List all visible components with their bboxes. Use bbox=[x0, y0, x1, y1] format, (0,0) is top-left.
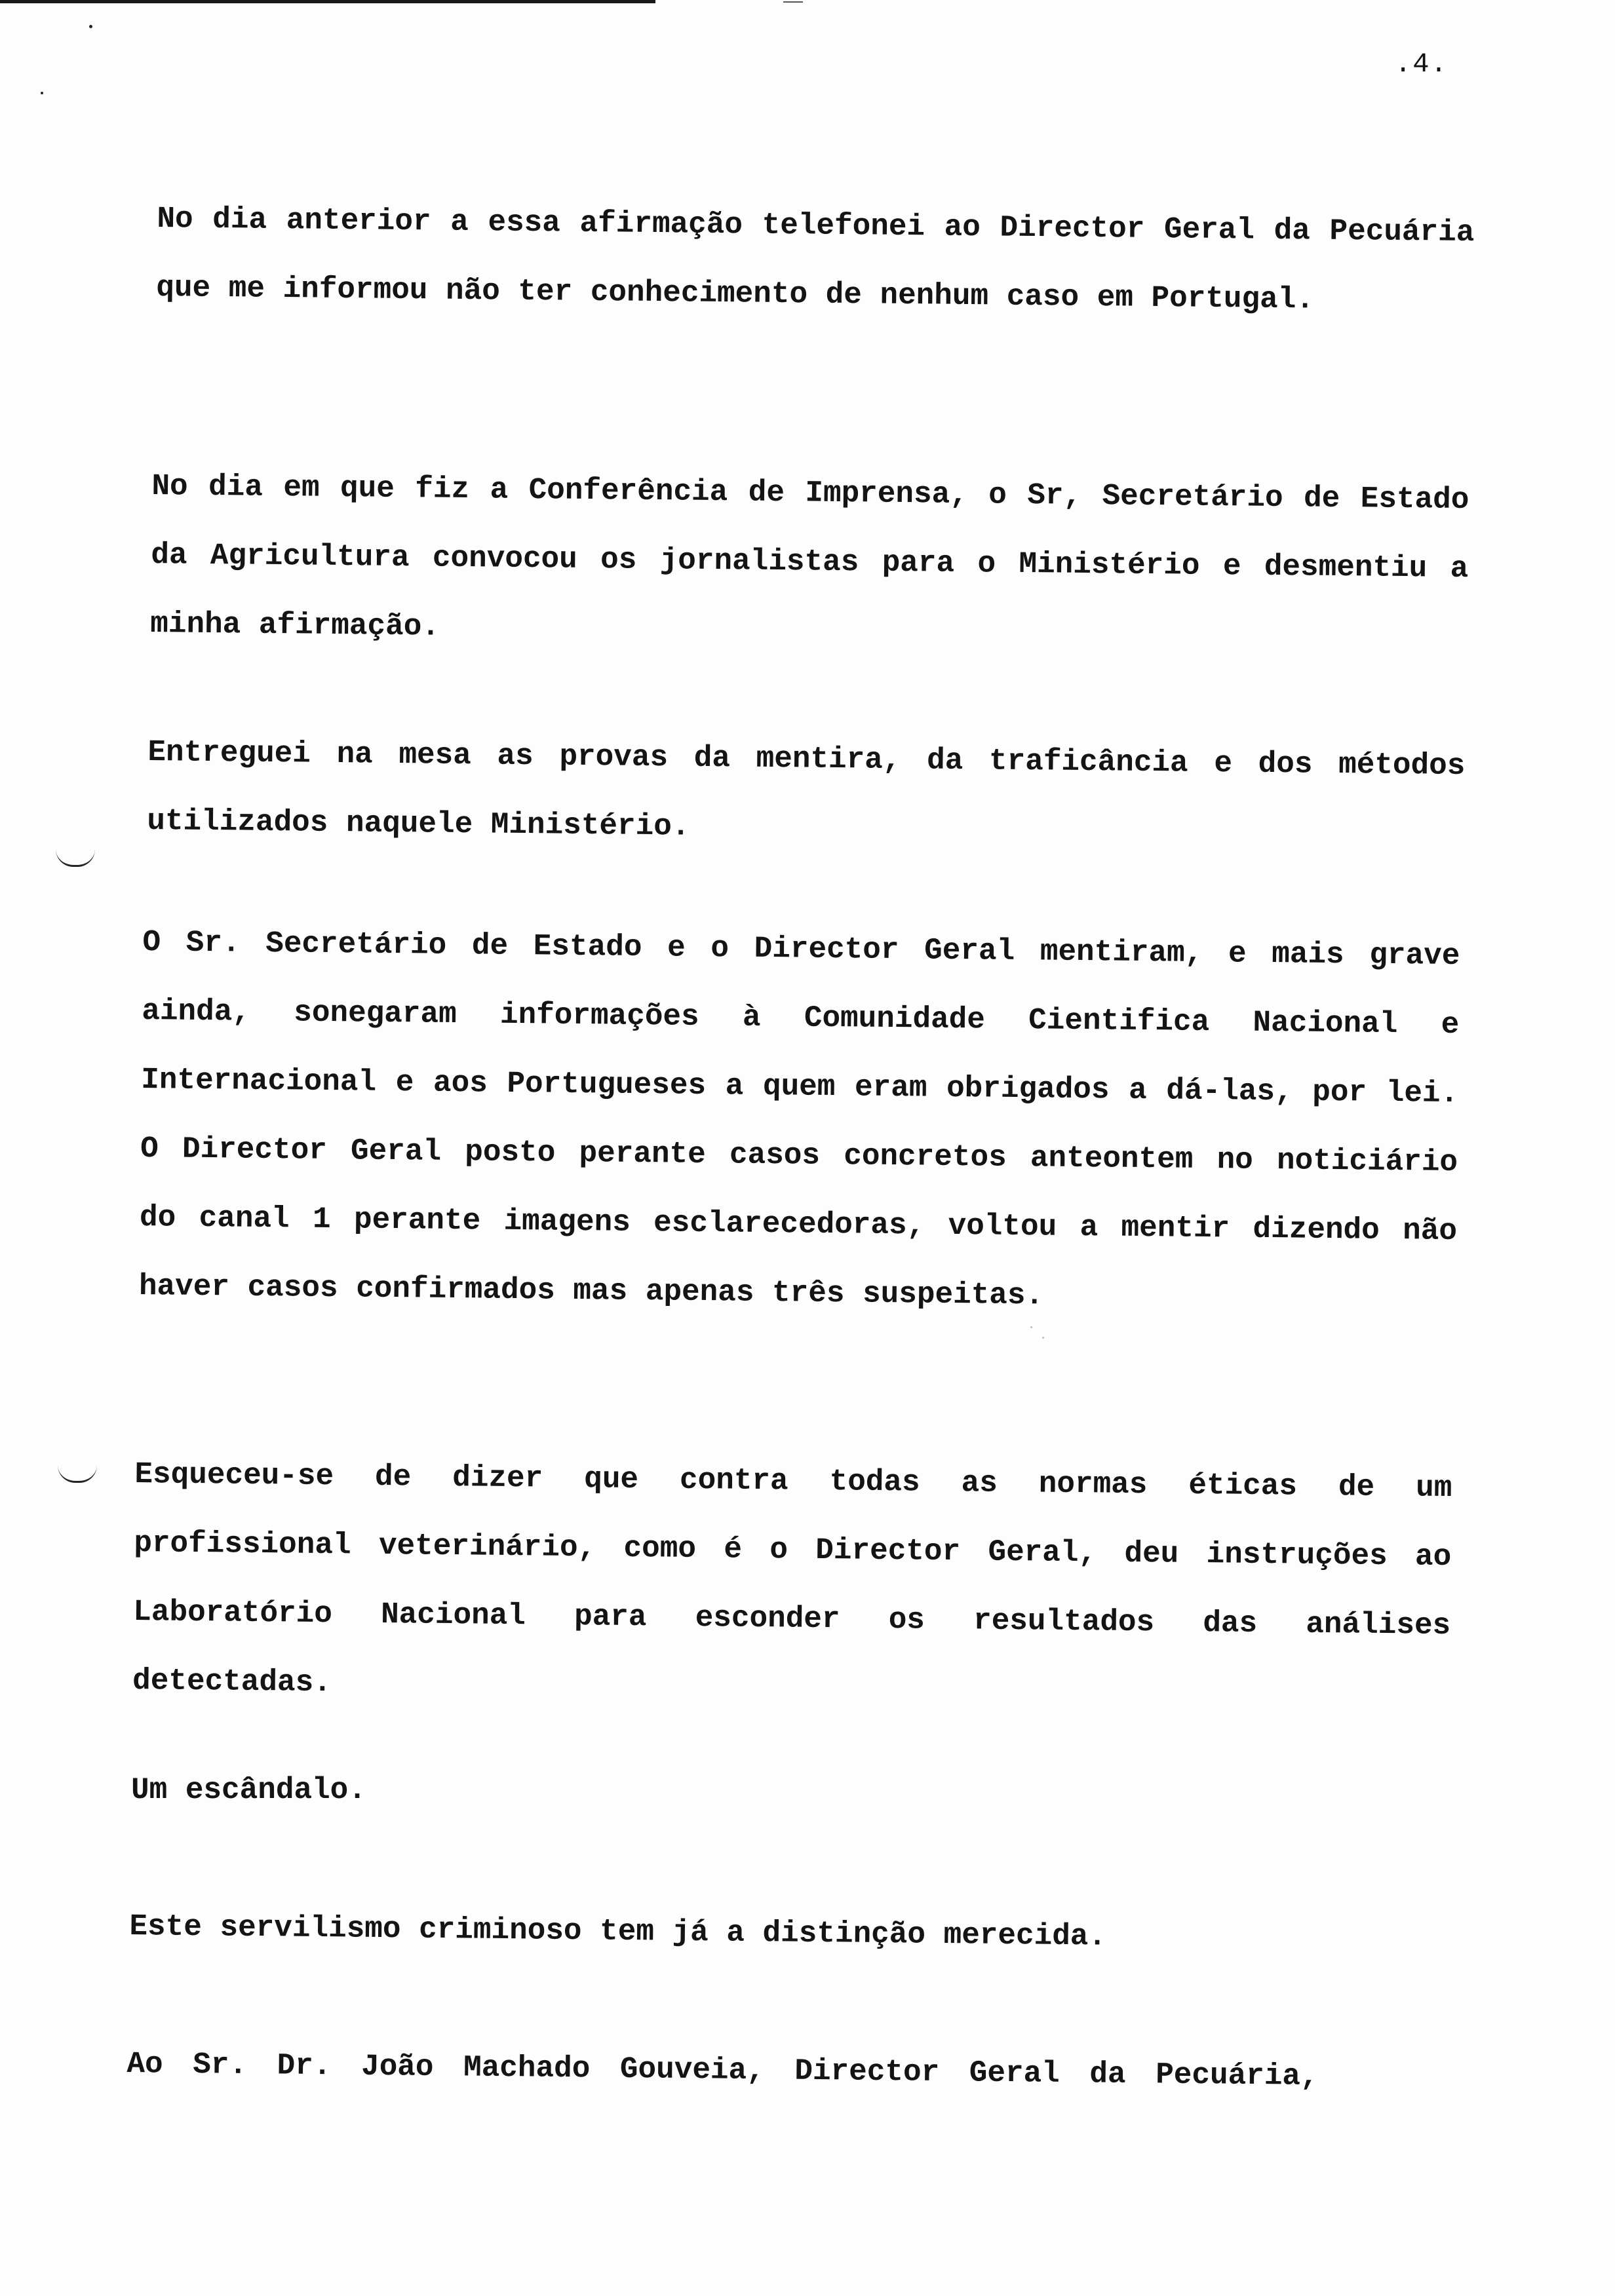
scan-speck bbox=[1030, 1326, 1032, 1328]
scan-speck bbox=[1042, 1337, 1044, 1339]
paragraph-8: Ao Sr. Dr. João Machado Gouveia, Director Geral da Pecuária, bbox=[126, 2046, 1319, 2094]
page-number: .4. bbox=[1395, 48, 1449, 80]
margin-check-mark bbox=[58, 1465, 97, 1483]
scan-dot bbox=[41, 92, 43, 94]
paragraph-2: No dia em que fiz a Conferência de Imprensa, o Sr, Secretário de Estado da Agricultura convocou os jornalistas para o Ministério e desmentiu a minha afirmação. bbox=[149, 469, 1469, 644]
paragraph-7: Este servilismo criminoso tem já a distinção merecida. bbox=[129, 1909, 1107, 1954]
paragraph-3: Entreguei na mesa as provas da mentira, da traficância e dos métodos utilizados naquele Ministério. bbox=[147, 735, 1466, 844]
paragraph-5: Esqueceu-se de dizer que contra todas as normas éticas de um profissional veterinário, como é o Director Geral, deu instruções ao Laboratório Nacional para esconder os resultados das análises detectadas. bbox=[132, 1457, 1452, 1700]
margin-check-mark bbox=[56, 849, 95, 867]
paragraph-4: O Sr. Secretário de Estado e o Director Geral mentiram, e mais grave ainda, sonegaram informações à Comunidade Cientifica Nacional e Internacional e aos Portugueses a quem eram obrigados a dá-las, por lei. O Director Geral posto perante casos concretos anteontem no noticiário do canal 1 perante imagens esclarecedoras, voltou a mentir dizendo não haver casos confirmados mas apenas três suspeitas. bbox=[138, 925, 1460, 1313]
scan-edge-mark bbox=[783, 1, 803, 3]
scan-dot bbox=[89, 25, 92, 28]
paragraph-1: No dia anterior a essa afirmação telefonei ao Director Geral da Pecuária que me informou não ter conhecimento de nenhum caso em Portugal. bbox=[156, 201, 1475, 317]
scan-edge-line bbox=[0, 0, 655, 3]
paragraph-6: Um escândalo. bbox=[131, 1773, 366, 1807]
